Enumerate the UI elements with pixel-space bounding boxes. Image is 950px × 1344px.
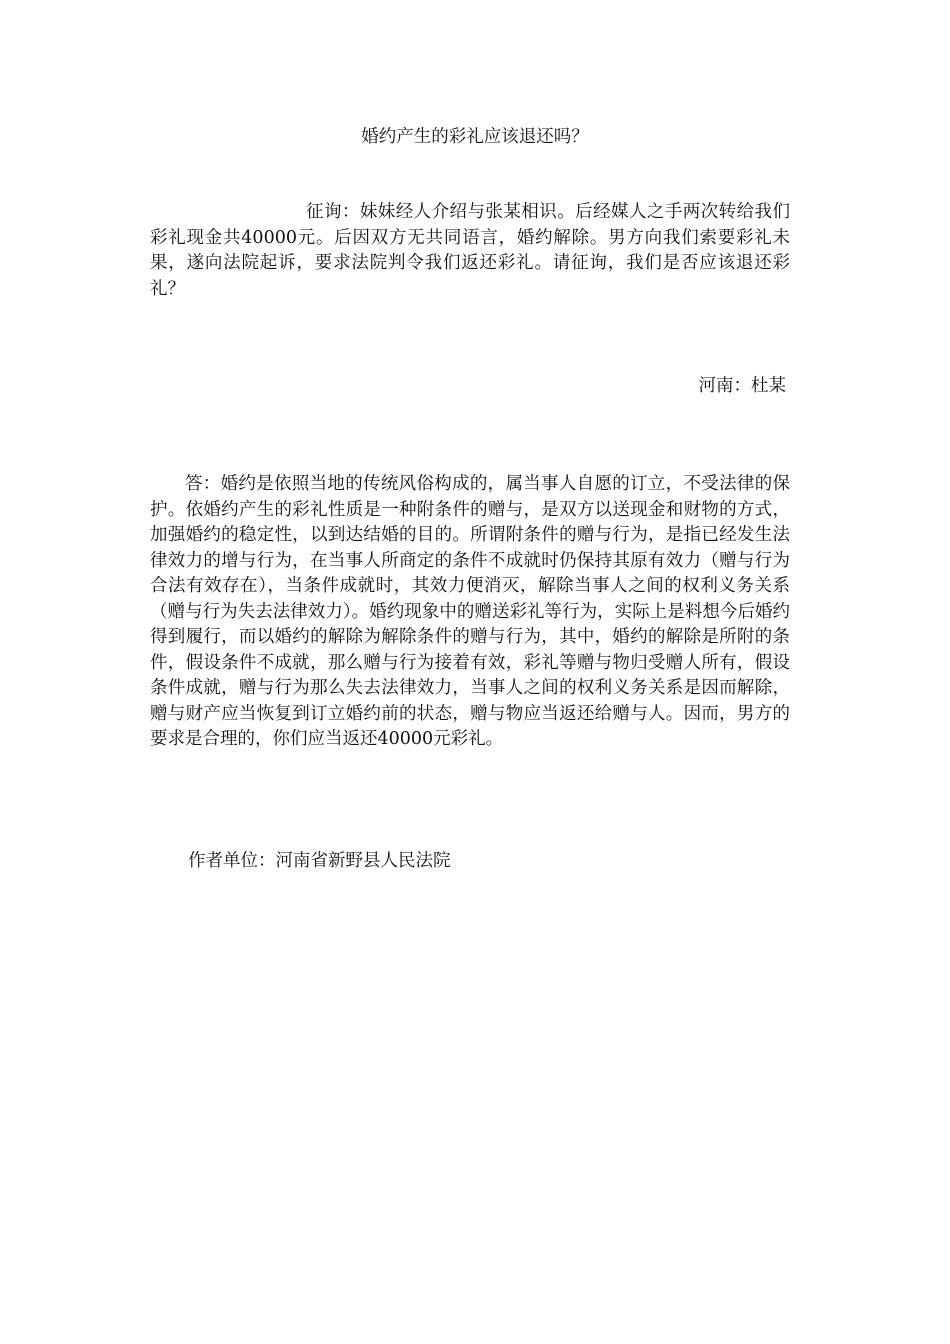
question-paragraph: 征询：妹妹经人介绍与张某相识。后经媒人之手两次转给我们彩礼现金共40000元。后因双方无共同语言，婚约解除。男方向我们索要彩礼未果，遂向法院起诉，要求法院判令我们返还彩礼。请征询，我们是否应该退还彩礼？ (150, 202, 790, 299)
author-affiliation: 作者单位：河南省新野县人民法院 (188, 851, 451, 871)
question-signature: 河南：杜某 (698, 376, 786, 396)
document-title: 婚约产生的彩礼应该退还吗？ (361, 127, 589, 147)
answer-paragraph: 答：婚约是依照当地的传统风俗构成的，属当事人自愿的订立，不受法律的保护。依婚约产生的彩礼性质是一种附条件的赠与，是双方以送现金和财物的方式，加强婚约的稳定性，以到达结婚的目的。所谓附条件的赠与行为，是指已经发生法律效力的增与行为，在当事人所商定的条件不成就时仍保持其原有效力（赠与行为合法有效存在），当条件成就时，其效力便消灭，解除当事人之间的权利义务关系（赠与行为失去法律效力）。婚约现象中的赠送彩礼等行为，实际上是料想今后婚约得到履行，而以婚约的解除为解除条件的赠与行为，其中，婚约的解除是所附的条件，假设条件不成就，那么赠与行为接着有效，彩礼等赠与物归受赠人所有，假设条件成就，赠与行为那么失去法律效力，当事人之间的权利义务关系是因而解除，赠与财产应当恢复到订立婚约前的状态，赠与物应当返还给赠与人。因而，男方的要求是合理的，你们应当返还40000元彩礼。 (150, 474, 790, 749)
